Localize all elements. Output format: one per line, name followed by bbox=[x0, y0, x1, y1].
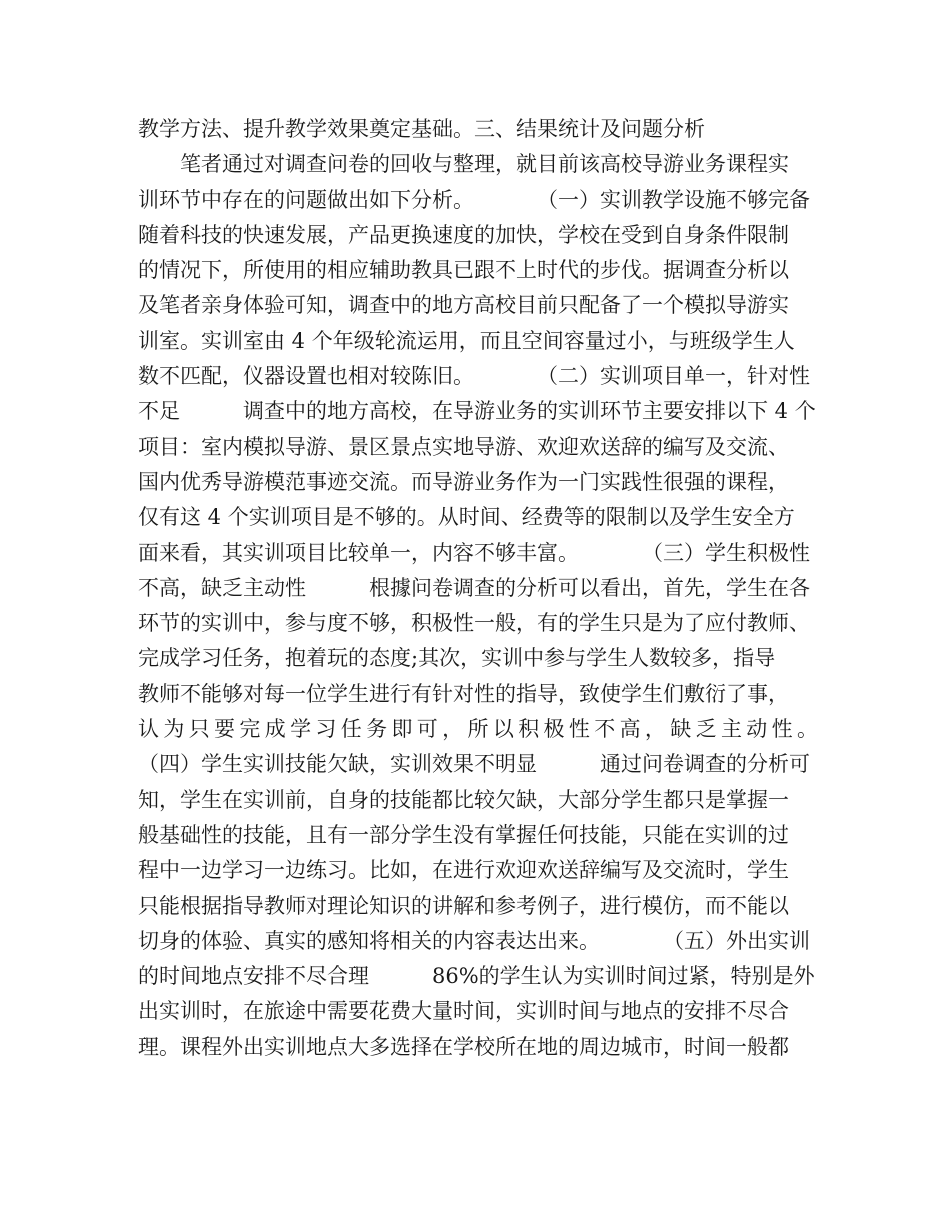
text-line: 理。课程外出实训地点大多选择在学校所在地的周边城市，时间一般都 bbox=[138, 1034, 789, 1059]
text-line: 出实训时，在旅途中需要花费大量时间，实训时间与地点的安排不尽合 bbox=[138, 999, 789, 1024]
body-text bbox=[138, 112, 818, 1065]
text-line: 训环节中存在的问题做出如下分析。 （一）实训教学设施不够完备 bbox=[138, 187, 810, 212]
text-line: 只能根据指导教师对理论知识的讲解和参考例子，进行模仿，而不能以 bbox=[138, 893, 789, 918]
text-line: 不足 调查中的地方高校，在导游业务的实训环节主要安排以下 4 个 bbox=[138, 399, 816, 424]
text-line: 知，学生在实训前，自身的技能都比较欠缺，大部分学生都只是掌握一 bbox=[138, 787, 789, 812]
text-line: 环节的实训中，参与度不够，积极性一般，有的学生只是为了应付教师、 bbox=[138, 611, 810, 636]
text-line: 笔者通过对调查问卷的回收与整理，就目前该高校导游业务课程实 bbox=[138, 152, 789, 177]
text-line: 随着科技的快速发展，产品更换速度的加快，学校在受到自身条件限制 bbox=[138, 222, 789, 247]
text-line: 认为只要完成学习任务即可，所以积极性不高，缺乏主动性。 bbox=[138, 717, 818, 742]
text-line: 不高，缺乏主动性 根據问卷调查的分析可以看出，首先，学生在各 bbox=[138, 575, 810, 600]
text-line: 国内优秀导游模范事迹交流。而导游业务作为一门实践性很强的课程， bbox=[138, 469, 789, 494]
text-line: 程中一边学习一边练习。比如，在进行欢迎欢送辞编写及交流时，学生 bbox=[138, 858, 789, 883]
text-line: 教师不能够对每一位学生进行有针对性的指导，致使学生们敷衍了事， bbox=[138, 681, 789, 706]
text-line: 训室。实训室由 4 个年级轮流运用，而且空间容量过小，与班级学生人 bbox=[138, 328, 795, 353]
text-line: 数不匹配，仪器设置也相对较陈旧。 （二）实训项目单一，针对性 bbox=[138, 364, 810, 389]
text-line: 项目：室内模拟导游、景区景点实地导游、欢迎欢送辞的编写及交流、 bbox=[138, 434, 789, 459]
text-line: 及笔者亲身体验可知，调查中的地方高校目前只配备了一个模拟导游实 bbox=[138, 293, 789, 318]
text-line: 的情况下，所使用的相应辅助教具已跟不上时代的步伐。据调查分析以 bbox=[138, 258, 789, 283]
text-line: 面来看，其实训项目比较单一，内容不够丰富。 （三）学生积极性 bbox=[138, 540, 810, 565]
text-line: 完成学习任务，抱着玩的态度;其次，实训中参与学生人数较多，指导 bbox=[138, 646, 776, 671]
text-line: 般基础性的技能，且有一部分学生没有掌握任何技能，只能在实训的过 bbox=[138, 822, 789, 847]
text-line: 教学方法、提升教学效果奠定基础。三、结果统计及问题分析 bbox=[138, 117, 705, 141]
text-line: 切身的体验、真实的感知将相关的内容表达出来。 （五）外出实训 bbox=[138, 928, 810, 953]
text-line: 仅有这 4 个实训项目是不够的。从时间、经费等的限制以及学生安全方 bbox=[138, 505, 795, 530]
text-line: 的时间地点安排不尽合理 86%的学生认为实训时间过紧，特别是外 bbox=[138, 964, 815, 989]
text-line: （四）学生实训技能欠缺，实训效果不明显 通过问卷调查的分析可 bbox=[138, 752, 810, 777]
